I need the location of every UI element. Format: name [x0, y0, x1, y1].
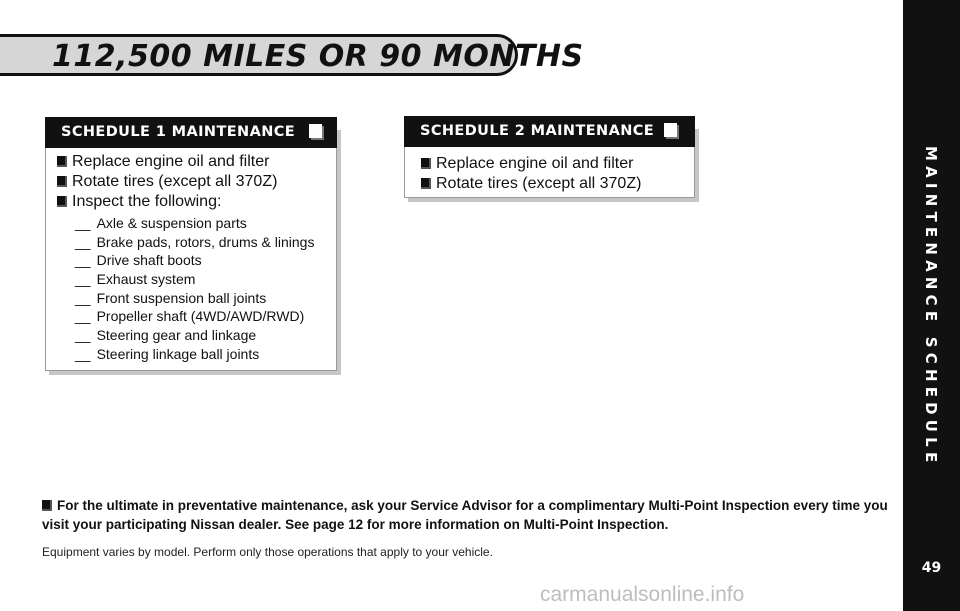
schedule1-header	[45, 117, 337, 148]
checkbox-icon	[664, 123, 677, 137]
inspection-item: __ Drive shaft boots	[75, 252, 202, 268]
inspection-item: __ Propeller shaft (4WD/AWD/RWD)	[75, 308, 305, 324]
schedule2-header	[404, 116, 695, 147]
checkbox-icon	[57, 176, 67, 187]
page-number: 49	[921, 560, 942, 576]
inspection-item: __ Exhaust system	[75, 271, 196, 287]
checkbox-icon	[421, 158, 431, 169]
checkbox-icon	[42, 500, 52, 511]
checkbox-icon	[309, 124, 322, 138]
page-title: 112,500 MILES OR 90 MONTHS	[52, 39, 584, 74]
section-tab-label: MAINTENANCE SCHEDULE	[922, 146, 940, 468]
inspection-item: __ Brake pads, rotors, drums & linings	[75, 234, 315, 250]
inspection-item: __ Front suspension ball joints	[75, 290, 267, 306]
inspection-item: __ Steering gear and linkage	[75, 327, 257, 343]
multi-point-inspection-note: For the ultimate in preventative maintenance, ask your Service Advisor for a complimentary Multi-Point Inspection every time you visit your participating Nissan dealer. See page 12 for more information on Multi-Point Inspection.	[42, 498, 888, 532]
schedule1-item: Rotate tires (except all 370Z)	[57, 173, 277, 191]
schedule1-item: Replace engine oil and filter	[57, 153, 269, 171]
inspection-item: __ Axle & suspension parts	[75, 215, 247, 231]
schedule1-item: Inspect the following:	[57, 193, 221, 211]
inspection-item: __ Steering linkage ball joints	[75, 346, 260, 362]
schedule2-item: Rotate tires (except all 370Z)	[421, 175, 641, 193]
checkbox-icon	[421, 178, 431, 189]
schedule2-header-title: SCHEDULE 2 MAINTENANCE	[420, 123, 655, 139]
watermark: carmanualsonline.info	[540, 583, 745, 606]
schedule2-item: Replace engine oil and filter	[421, 155, 633, 173]
schedule1-header-title: SCHEDULE 1 MAINTENANCE	[61, 124, 296, 140]
equipment-note: Equipment varies by model. Perform only those operations that apply to your vehicle.	[42, 545, 493, 559]
checkbox-icon	[57, 196, 67, 207]
checkbox-icon	[57, 156, 67, 167]
